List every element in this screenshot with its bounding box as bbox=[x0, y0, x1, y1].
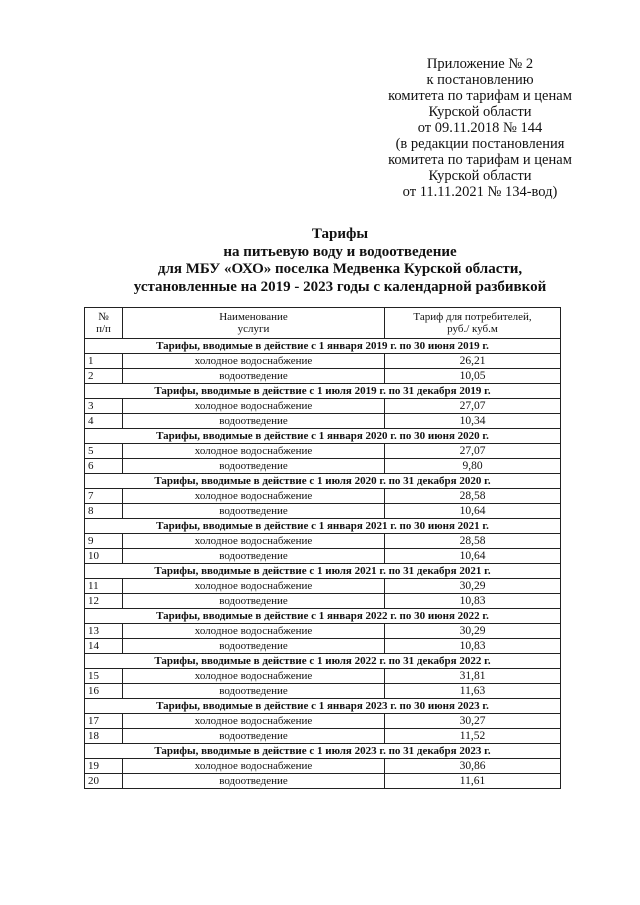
row-number: 18 bbox=[85, 729, 123, 744]
service-name: водоотведение bbox=[123, 639, 385, 654]
table-row bbox=[85, 759, 561, 774]
appendix-line: к постановлению bbox=[426, 72, 534, 88]
title-line: Тарифы bbox=[311, 226, 369, 242]
document-title bbox=[60, 226, 620, 296]
service-name: холодное водоснабжение bbox=[123, 534, 385, 549]
table-row bbox=[85, 414, 561, 429]
table-row bbox=[85, 684, 561, 699]
table-row bbox=[85, 774, 561, 789]
appendix-line: от 11.11.2021 № 134-вод) bbox=[402, 184, 558, 200]
service-name: холодное водоснабжение bbox=[123, 669, 385, 684]
table-row bbox=[85, 444, 561, 459]
period-header-row bbox=[85, 609, 561, 624]
row-number: 2 bbox=[85, 369, 123, 384]
service-name: холодное водоснабжение bbox=[123, 489, 385, 504]
title-line: на питьевую воду и водоотведение bbox=[223, 243, 457, 260]
service-name: водоотведение bbox=[123, 774, 385, 789]
row-number: 15 bbox=[85, 669, 123, 684]
tariff-value: 10,34 bbox=[385, 414, 561, 429]
period-title: Тарифы, вводимые в действие с 1 января 2020 г. по 30 июня 2020 г. bbox=[85, 429, 561, 444]
header-tariff-line2: руб./ куб.м bbox=[447, 323, 498, 335]
row-number: 1 bbox=[85, 354, 123, 369]
tariff-value: 30,29 bbox=[385, 579, 561, 594]
table-row bbox=[85, 624, 561, 639]
header-tariff bbox=[385, 308, 561, 339]
tariff-value: 11,52 bbox=[385, 729, 561, 744]
period-header-row bbox=[85, 339, 561, 354]
tariff-value: 11,61 bbox=[385, 774, 561, 789]
row-number: 10 bbox=[85, 549, 123, 564]
tariff-value: 10,83 bbox=[385, 594, 561, 609]
period-title: Тарифы, вводимые в действие с 1 января 2023 г. по 30 июня 2023 г. bbox=[85, 699, 561, 714]
row-number: 8 bbox=[85, 504, 123, 519]
header-tariff-line1: Тариф для потребителей, bbox=[413, 311, 532, 323]
service-name: водоотведение bbox=[123, 369, 385, 384]
table-row bbox=[85, 594, 561, 609]
period-header-row bbox=[85, 519, 561, 534]
table-row bbox=[85, 579, 561, 594]
tariff-value: 30,29 bbox=[385, 624, 561, 639]
service-name: холодное водоснабжение bbox=[123, 399, 385, 414]
header-num-line1: № bbox=[98, 311, 109, 323]
header-num bbox=[85, 308, 123, 339]
table-row bbox=[85, 489, 561, 504]
period-title: Тарифы, вводимые в действие с 1 июля 2023 г. по 31 декабря 2023 г. bbox=[85, 744, 561, 759]
service-name: холодное водоснабжение bbox=[123, 579, 385, 594]
period-title: Тарифы, вводимые в действие с 1 июля 2022 г. по 31 декабря 2022 г. bbox=[85, 654, 561, 669]
row-number: 14 bbox=[85, 639, 123, 654]
tariff-value: 28,58 bbox=[385, 489, 561, 504]
tariff-value: 10,05 bbox=[385, 369, 561, 384]
tariff-value: 28,58 bbox=[385, 534, 561, 549]
period-header-row bbox=[85, 744, 561, 759]
period-title: Тарифы, вводимые в действие с 1 января 2021 г. по 30 июня 2021 г. bbox=[85, 519, 561, 534]
row-number: 4 bbox=[85, 414, 123, 429]
table-row bbox=[85, 549, 561, 564]
period-header-row bbox=[85, 474, 561, 489]
table-row bbox=[85, 669, 561, 684]
service-name: водоотведение bbox=[123, 729, 385, 744]
title-line: для МБУ «ОХО» поселка Медвенка Курской области, bbox=[157, 261, 523, 277]
service-name: водоотведение bbox=[123, 594, 385, 609]
row-number: 6 bbox=[85, 459, 123, 474]
header-service-line2: услуги bbox=[237, 323, 270, 335]
header-num-line2: п/п bbox=[96, 323, 111, 335]
appendix-line: комитета по тарифам и ценам bbox=[388, 88, 572, 104]
period-title: Тарифы, вводимые в действие с 1 января 2022 г. по 30 июня 2022 г. bbox=[85, 609, 561, 624]
tariff-value: 10,83 bbox=[385, 639, 561, 654]
service-name: холодное водоснабжение bbox=[123, 444, 385, 459]
tariff-value: 26,21 bbox=[385, 354, 561, 369]
service-name: водоотведение bbox=[123, 684, 385, 699]
row-number: 11 bbox=[85, 579, 123, 594]
appendix-line: (в редакции постановления bbox=[395, 136, 565, 152]
period-header-row bbox=[85, 564, 561, 579]
table-header-row bbox=[85, 308, 561, 339]
service-name: холодное водоснабжение bbox=[123, 354, 385, 369]
period-header-row bbox=[85, 699, 561, 714]
tariff-value: 11,63 bbox=[385, 684, 561, 699]
row-number: 9 bbox=[85, 534, 123, 549]
appendix-line: Курской области bbox=[428, 168, 532, 184]
period-title: Тарифы, вводимые в действие с 1 января 2019 г. по 30 июня 2019 г. bbox=[85, 339, 561, 354]
tariff-value: 10,64 bbox=[385, 549, 561, 564]
tariff-value: 9,80 bbox=[385, 459, 561, 474]
header-service bbox=[123, 308, 385, 339]
row-number: 16 bbox=[85, 684, 123, 699]
appendix-header bbox=[370, 56, 590, 200]
tariff-value: 30,27 bbox=[385, 714, 561, 729]
period-header-row bbox=[85, 384, 561, 399]
row-number: 12 bbox=[85, 594, 123, 609]
table-row bbox=[85, 354, 561, 369]
tariff-value: 10,64 bbox=[385, 504, 561, 519]
period-header-row bbox=[85, 429, 561, 444]
service-name: холодное водоснабжение bbox=[123, 759, 385, 774]
table-row bbox=[85, 639, 561, 654]
appendix-line: от 09.11.2018 № 144 bbox=[417, 120, 543, 136]
row-number: 5 bbox=[85, 444, 123, 459]
table-row bbox=[85, 504, 561, 519]
table-row bbox=[85, 399, 561, 414]
service-name: водоотведение bbox=[123, 459, 385, 474]
row-number: 20 bbox=[85, 774, 123, 789]
table-row bbox=[85, 369, 561, 384]
period-title: Тарифы, вводимые в действие с 1 июля 2020 г. по 31 декабря 2020 г. bbox=[85, 474, 561, 489]
tariff-value: 27,07 bbox=[385, 444, 561, 459]
row-number: 13 bbox=[85, 624, 123, 639]
table-row bbox=[85, 534, 561, 549]
tariff-table-body bbox=[85, 339, 561, 789]
service-name: холодное водоснабжение bbox=[123, 624, 385, 639]
period-header-row bbox=[85, 654, 561, 669]
tariff-value: 30,86 bbox=[385, 759, 561, 774]
appendix-line: комитета по тарифам и ценам bbox=[388, 152, 572, 168]
tariff-table bbox=[84, 307, 561, 789]
service-name: водоотведение bbox=[123, 504, 385, 519]
row-number: 19 bbox=[85, 759, 123, 774]
period-title: Тарифы, вводимые в действие с 1 июля 2019 г. по 31 декабря 2019 г. bbox=[85, 384, 561, 399]
tariff-value: 27,07 bbox=[385, 399, 561, 414]
service-name: холодное водоснабжение bbox=[123, 714, 385, 729]
title-line: установленные на 2019 - 2023 годы с календарной разбивкой bbox=[133, 278, 547, 295]
table-row bbox=[85, 714, 561, 729]
row-number: 7 bbox=[85, 489, 123, 504]
table-row bbox=[85, 729, 561, 744]
row-number: 17 bbox=[85, 714, 123, 729]
table-row bbox=[85, 459, 561, 474]
period-title: Тарифы, вводимые в действие с 1 июля 2021 г. по 31 декабря 2021 г. bbox=[85, 564, 561, 579]
header-service-line1: Наименование bbox=[219, 311, 288, 323]
service-name: водоотведение bbox=[123, 414, 385, 429]
appendix-line: Приложение № 2 bbox=[426, 56, 534, 72]
appendix-line: Курской области bbox=[428, 104, 532, 120]
service-name: водоотведение bbox=[123, 549, 385, 564]
tariff-value: 31,81 bbox=[385, 669, 561, 684]
row-number: 3 bbox=[85, 399, 123, 414]
